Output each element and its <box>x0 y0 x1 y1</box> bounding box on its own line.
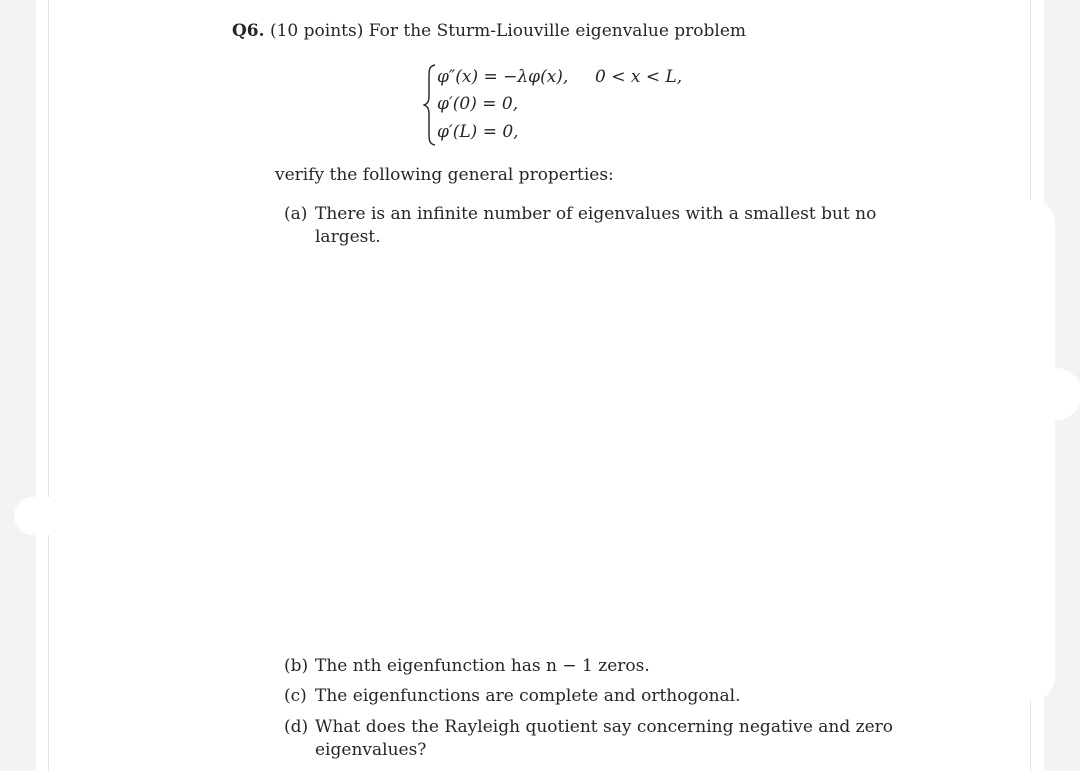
question-intro: (10 points) For the Sturm-Liouville eigenvalue problem <box>269 21 747 41</box>
part-b-text: The nth eigenfunction has n − 1 zeros. <box>315 656 650 676</box>
part-c-label: (c) <box>284 686 307 706</box>
part-d-text-line2: eigenvalues? <box>315 740 427 760</box>
part-d-text-line1: What does the Rayleigh quotient say concerning negative and zero <box>315 717 894 737</box>
white-smudge-left <box>14 497 74 535</box>
equation-bc-left: φ′(0) = 0, <box>437 94 519 114</box>
equation-domain: 0 < x < L, <box>595 67 683 87</box>
white-smudge-right <box>995 200 1055 700</box>
equation-brace <box>423 64 437 146</box>
equation-bc-right: φ′(L) = 0, <box>437 122 519 142</box>
verify-text: verify the following general properties: <box>275 165 614 185</box>
part-a-text-line1: There is an infinite number of eigenvalues with a smallest but no <box>315 204 877 224</box>
equation-ode: φ″(x) = −λφ(x), <box>437 67 569 87</box>
part-b-label: (b) <box>284 656 309 676</box>
part-d-label: (d) <box>284 717 309 737</box>
part-a-label: (a) <box>284 204 308 224</box>
page-border-left <box>48 0 49 771</box>
part-a-text-line2: largest. <box>315 227 381 247</box>
question-number: Q6. <box>232 21 265 41</box>
question-heading <box>232 21 746 41</box>
part-c-text: The eigenfunctions are complete and orthogonal. <box>315 686 741 706</box>
white-smudge-right-tab <box>1010 368 1080 420</box>
